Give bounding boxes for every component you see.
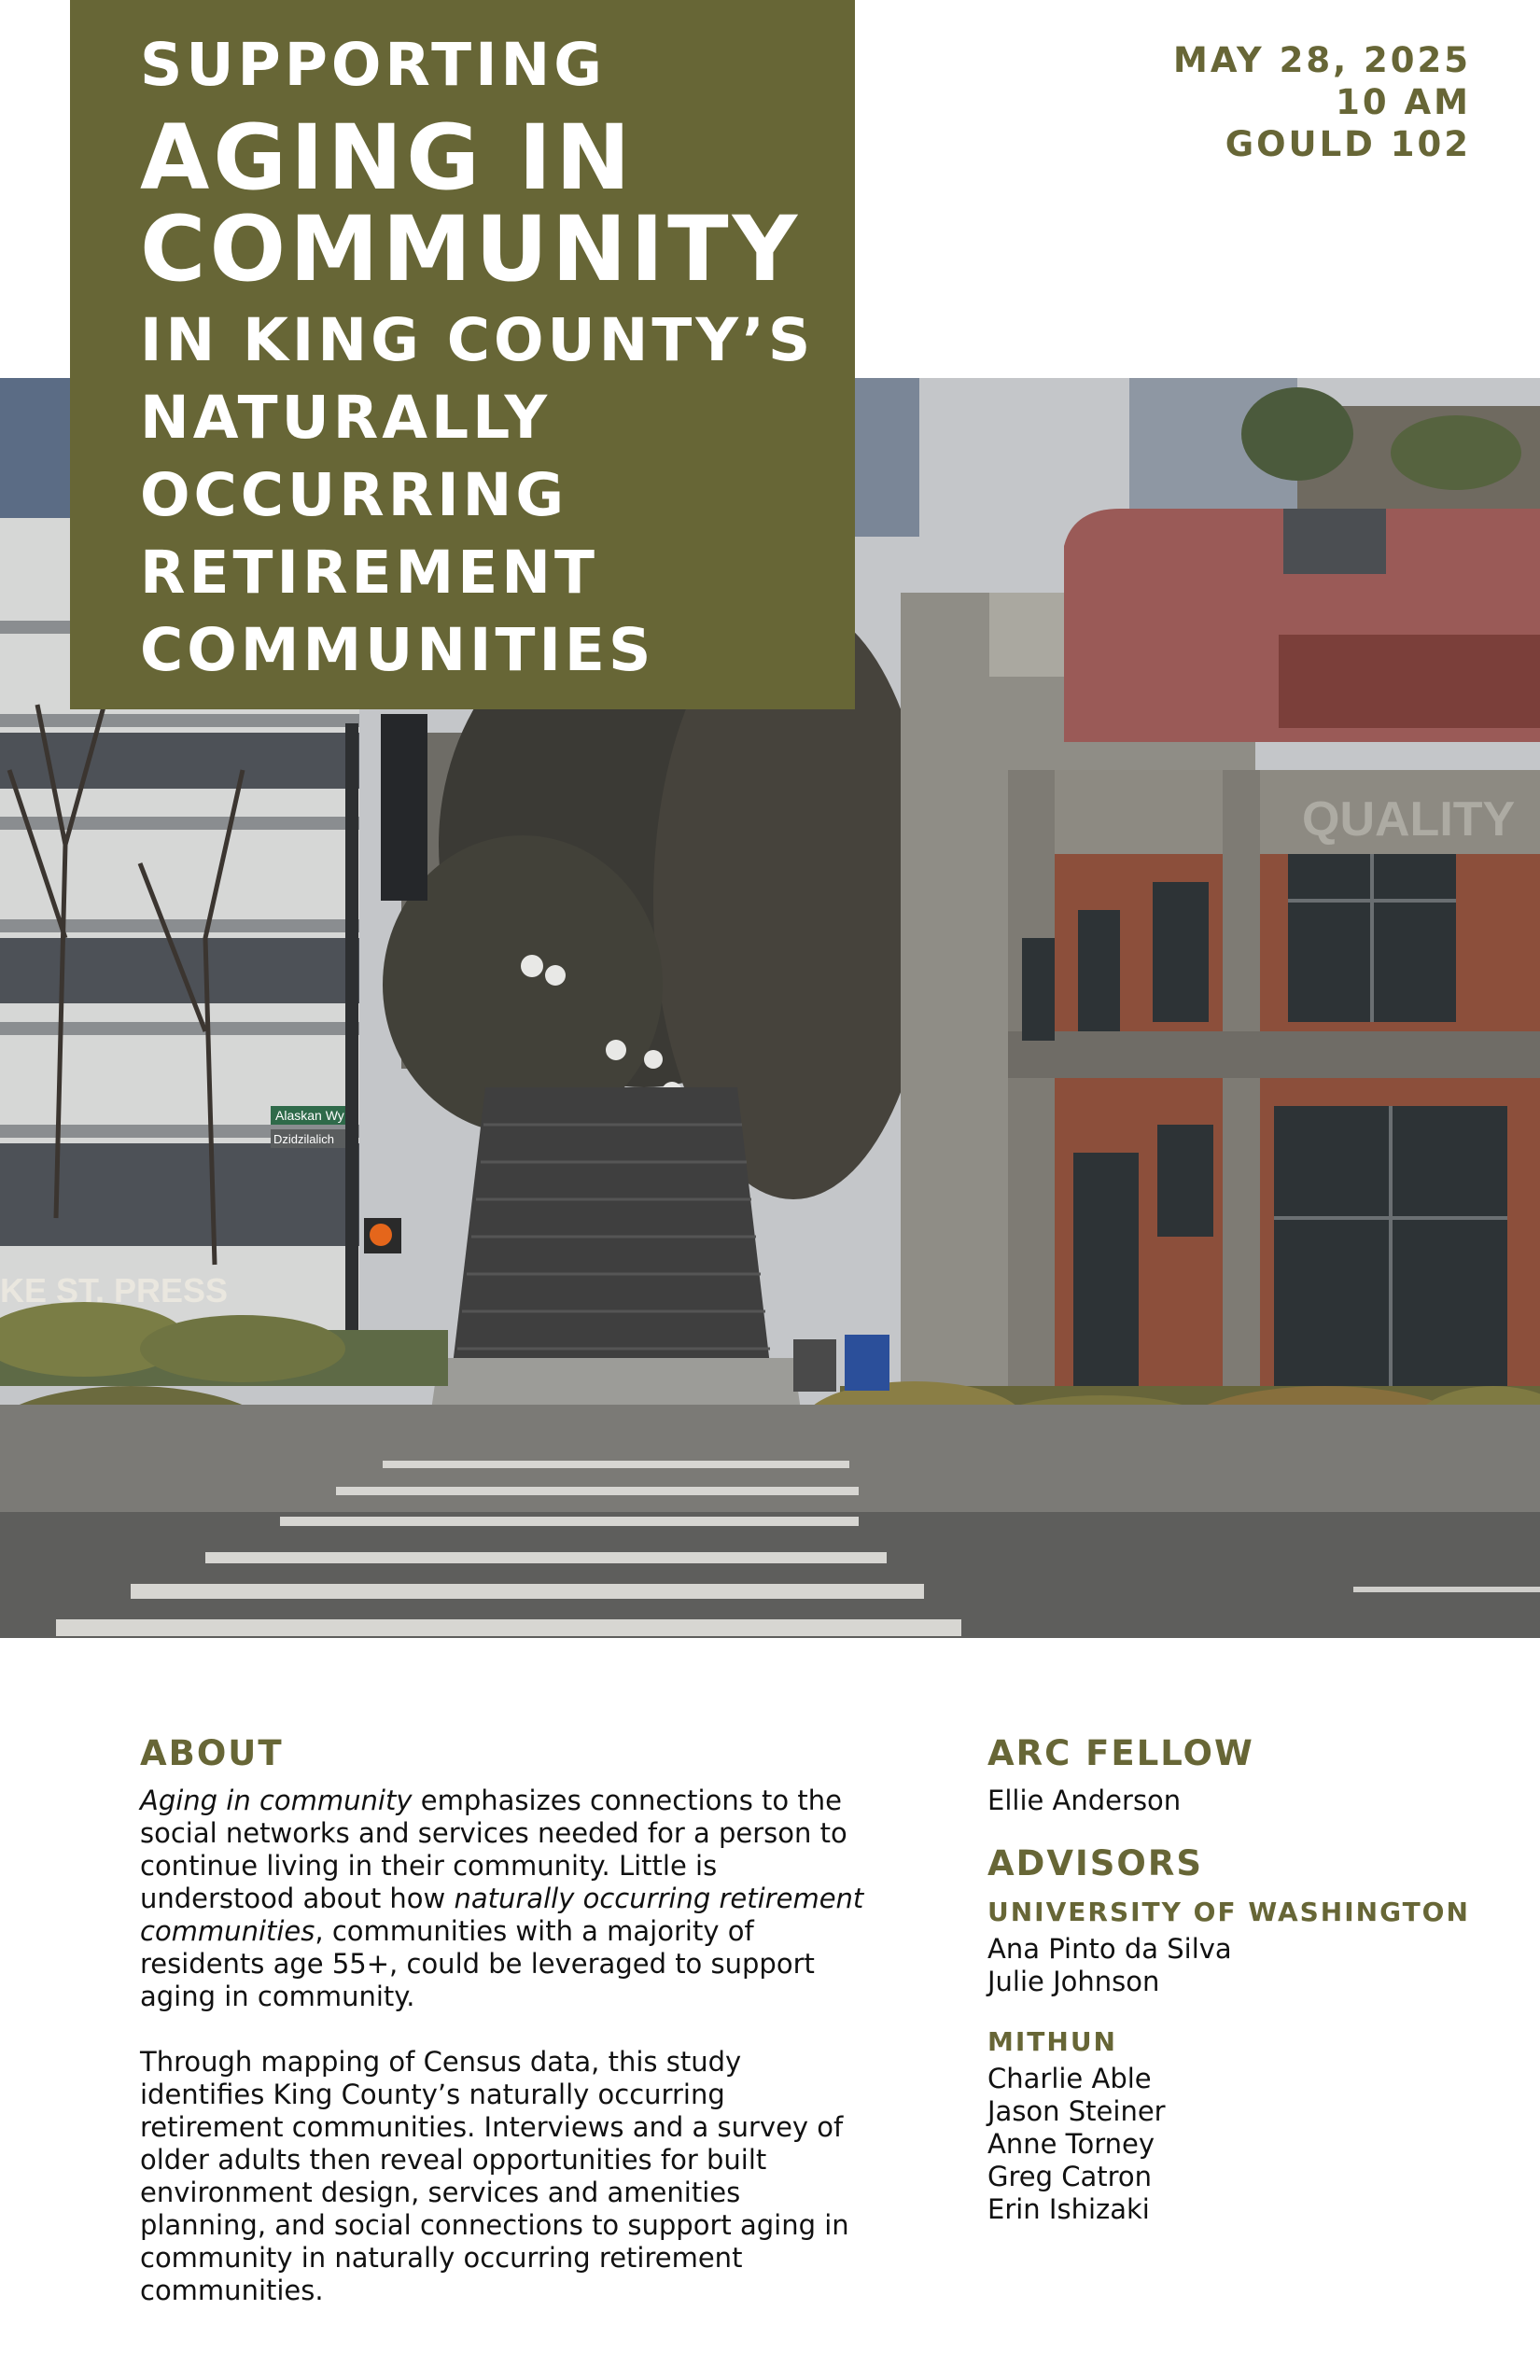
people-section: [987, 1733, 1473, 2226]
advisor-name: Greg Catron: [987, 2161, 1153, 2192]
title-line-1: SUPPORTING: [140, 31, 606, 99]
advisor-list-mithun: [987, 2063, 1473, 2226]
title-line-8: COMMUNITIES: [140, 616, 655, 684]
about-em-2: naturally occurring retirement communities: [140, 1883, 864, 1947]
fellow-name: Ellie Anderson: [987, 1785, 1182, 1816]
storefront-sign: KE ST. PRESS: [0, 1271, 229, 1309]
event-date: MAY 28, 2025: [1173, 40, 1471, 80]
advisor-name: Charlie Able: [987, 2063, 1152, 2094]
title-line-2: AGING IN: [140, 105, 635, 210]
event-info: [1173, 39, 1471, 165]
title-line-3: COMMUNITY: [140, 197, 802, 301]
title-line-7: RETIREMENT: [140, 539, 598, 607]
advisor-name: Erin Ishizaki: [987, 2193, 1150, 2225]
advisor-name: Julie Johnson: [987, 1966, 1160, 1997]
street-sign-2: Dzidzilalich: [273, 1132, 335, 1146]
event-location: GOULD 102: [1225, 124, 1471, 164]
advisors-heading: ADVISORS: [987, 1843, 1203, 1883]
title-block: [70, 0, 855, 709]
fellow-heading: ARC FELLOW: [987, 1733, 1254, 1773]
about-paragraph-1: [140, 1785, 868, 2013]
advisor-name: Ana Pinto da Silva: [987, 1933, 1232, 1965]
advisor-org-uw: UNIVERSITY OF WASHINGTON: [987, 1897, 1470, 1927]
event-time: 10 AM: [1336, 82, 1471, 122]
street-sign-1: Alaskan Wy: [275, 1108, 344, 1123]
title-line-6: OCCURRING: [140, 461, 568, 529]
advisor-name: Anne Torney: [987, 2128, 1155, 2160]
about-heading: ABOUT: [140, 1733, 284, 1773]
about-em-1: Aging in community: [140, 1785, 413, 1816]
advisor-org-mithun: MITHUN: [987, 2026, 1117, 2057]
title-line-4: IN KING COUNTY’S: [140, 306, 815, 374]
advisor-name: Jason Steiner: [987, 2095, 1166, 2127]
about-section: [140, 1733, 868, 2307]
about-text-1: emphasizes connections to the social networks and services needed for a person to continue living in their community. Little is understood about how: [140, 1785, 847, 1914]
about-text-2: , communities with a majority of residents age 55+, could be leveraged to support aging in community.: [140, 1915, 815, 2012]
advisor-list-uw: [987, 1933, 1473, 1998]
building-sign: QUALITY: [1302, 792, 1516, 847]
about-paragraph-2: Through mapping of Census data, this study identifies King County’s naturally occurring retirement communities. Interviews and a survey of older adults then reveal opportunities for built environment design, services and amenities planning, and social connections to support aging in community in naturally occurring retirement communities.: [140, 2046, 849, 2306]
title-line-5: NATURALLY: [140, 384, 552, 452]
